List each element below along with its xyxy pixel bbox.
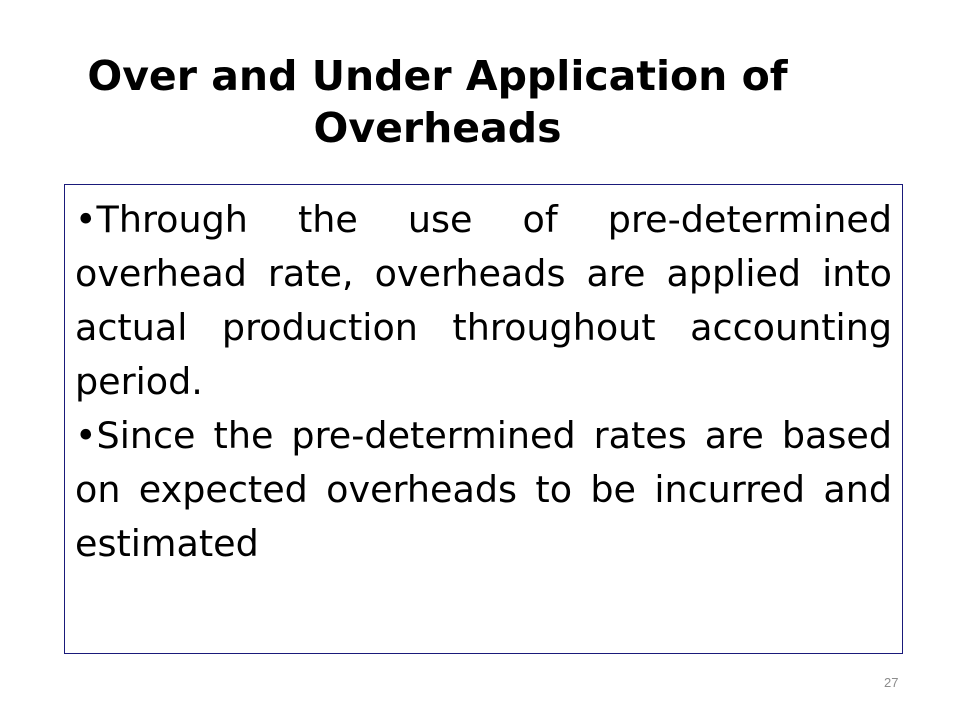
bullet-marker: • bbox=[75, 198, 97, 241]
page-number: 27 bbox=[884, 675, 899, 690]
slide-title bbox=[0, 50, 875, 154]
slide-title-line-1: Over and Under Application of bbox=[87, 52, 788, 100]
bullet-text: Through the use of pre-determined overhead rate, overheads are applied into actual production throughout accounting period. bbox=[75, 198, 892, 403]
content-box bbox=[64, 184, 903, 654]
bullet-text: Since the pre-determined rates are based on expected overheads to be incurred and estimated bbox=[75, 414, 892, 565]
bullet-marker: • bbox=[75, 414, 97, 457]
slide-title-line-2: Overheads bbox=[313, 104, 562, 152]
bullet-list bbox=[75, 193, 892, 571]
bullet-item bbox=[75, 409, 892, 571]
bullet-item bbox=[75, 193, 892, 409]
